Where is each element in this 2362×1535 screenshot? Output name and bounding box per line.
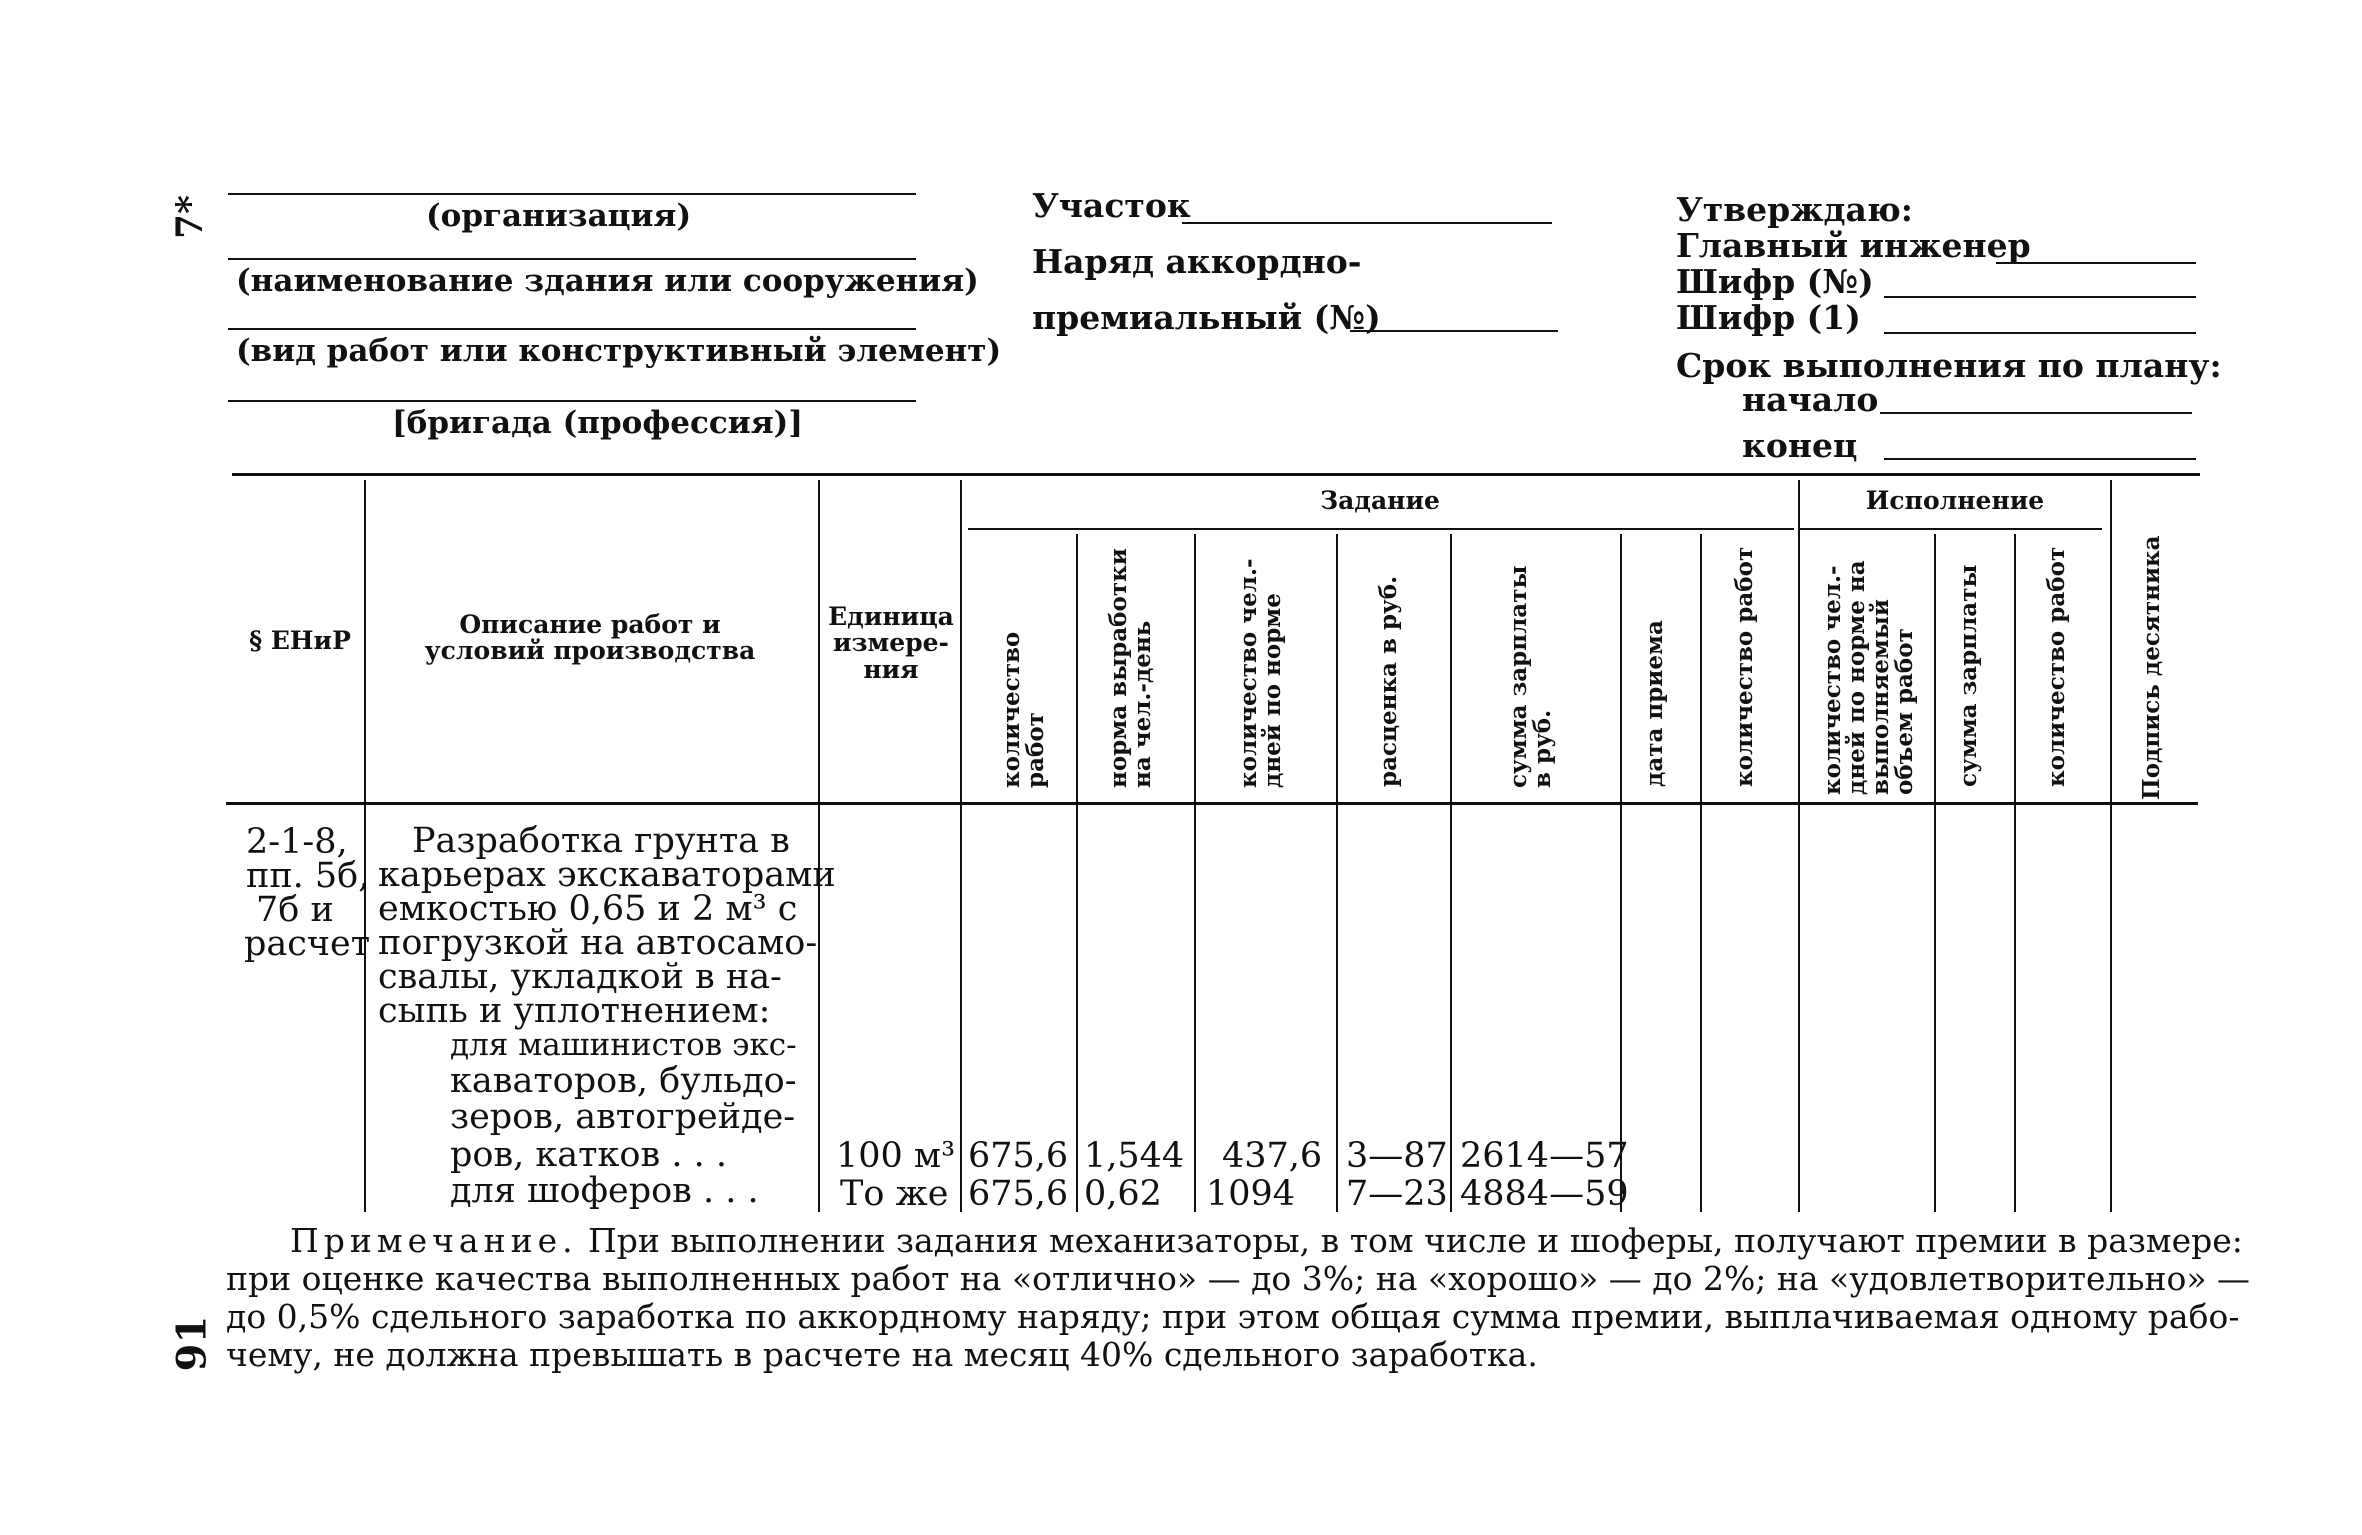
description-line: для шоферов . . . bbox=[450, 1171, 759, 1211]
end-label: конец bbox=[1742, 426, 1858, 465]
row1-man-days: 437,6 bbox=[1222, 1136, 1323, 1176]
description-line: ров, катков . . . bbox=[450, 1135, 727, 1175]
header-exec-qty2: количество работ bbox=[2043, 546, 2070, 787]
col-line-8 bbox=[1620, 534, 1622, 1212]
code1-line bbox=[1884, 296, 2196, 298]
row2-man-days: 1094 bbox=[1206, 1174, 1296, 1214]
worktype-label: (вид работ или конструктивный элемент) bbox=[236, 333, 1002, 369]
row2-rate: 7—23 bbox=[1346, 1174, 1448, 1214]
description-line: карьерах экскаваторами bbox=[378, 855, 836, 895]
order-label-2: премиальный (№) bbox=[1032, 298, 1381, 337]
row2-wage: 4884—59 bbox=[1460, 1174, 1629, 1214]
chief-engineer-label: Главный инженер bbox=[1676, 226, 2031, 265]
order-line bbox=[1350, 330, 1558, 332]
col-line-2 bbox=[818, 480, 820, 1212]
col-line-9 bbox=[1700, 534, 1702, 1212]
description-line: погрузкой на автосамо- bbox=[378, 923, 818, 963]
col-line-1 bbox=[364, 480, 366, 1212]
header-norm: норма выработки на чел.-день bbox=[1105, 548, 1157, 788]
col-line-12 bbox=[2014, 534, 2016, 1212]
header-rate: расценка в руб. bbox=[1375, 575, 1402, 787]
col-line-3 bbox=[960, 480, 962, 1212]
header-task-qty: количество работ bbox=[998, 631, 1050, 788]
description-line: свалы, укладкой в на- bbox=[378, 957, 782, 997]
approve-label: Утверждаю: bbox=[1676, 190, 1913, 229]
start-label: начало bbox=[1742, 380, 1879, 419]
table-header-bottom-line bbox=[226, 802, 2198, 805]
code2-line bbox=[1884, 332, 2196, 334]
description-line: для машинистов экс- bbox=[450, 1027, 797, 1063]
header-accept-date: дата приема bbox=[1641, 620, 1668, 787]
row1-unit: 100 м³ bbox=[836, 1136, 956, 1176]
header-wage-sum: сумма зарплаты в руб. bbox=[1505, 565, 1557, 788]
col-line-11 bbox=[1934, 534, 1936, 1212]
col-line-7 bbox=[1450, 534, 1452, 1212]
row2-qty: 675,6 bbox=[968, 1174, 1069, 1214]
header-exec-wage: сумма зарплаты bbox=[1955, 564, 1982, 787]
row2-norm: 0,62 bbox=[1084, 1174, 1162, 1214]
execution-group-line bbox=[1800, 528, 2102, 530]
section-line bbox=[1182, 222, 1552, 224]
header-task-group: Задание bbox=[1320, 486, 1440, 515]
brigade-label: [бригада (профессия)] bbox=[392, 405, 804, 441]
code2-label: Шифр (1) bbox=[1676, 298, 1861, 337]
enir-ref-1: 2-1-8, bbox=[246, 822, 348, 862]
organization-label: (организация) bbox=[426, 198, 692, 234]
start-line bbox=[1880, 412, 2192, 414]
note-line-3: до 0,5% сдельного заработка по аккордному наряду; при этом общая сумма премии, выплачиваемая одному рабо- bbox=[226, 1297, 2240, 1336]
header-exec-man-days: количество чел.-дней по норме на выполняемый объем работ bbox=[1819, 560, 1919, 795]
row1-qty: 675,6 bbox=[968, 1136, 1069, 1176]
end-line bbox=[1884, 458, 2196, 460]
org-line bbox=[228, 193, 916, 195]
col-line-13 bbox=[2110, 480, 2112, 1212]
page-number: 91 bbox=[168, 1315, 216, 1372]
enir-ref-4: расчет bbox=[244, 924, 371, 964]
task-group-line bbox=[968, 528, 1794, 530]
col-line-6 bbox=[1336, 534, 1338, 1212]
deadline-label: Срок выполнения по плану: bbox=[1676, 346, 2222, 385]
table-top-line bbox=[232, 473, 2200, 476]
enir-ref-3: 7б и bbox=[256, 890, 334, 930]
header-execution-group: Исполнение bbox=[1865, 486, 2045, 515]
margin-mark: 7* bbox=[168, 195, 211, 239]
description-line: зеров, автогрейде- bbox=[450, 1097, 796, 1137]
header-description: Описание работ и условий производства bbox=[424, 610, 756, 666]
description-line: емкостью 0,65 и 2 м³ с bbox=[378, 889, 798, 929]
order-label-1: Наряд аккордно- bbox=[1032, 242, 1362, 281]
header-exec-qty: количество работ bbox=[1731, 546, 1758, 787]
header-unit: Единица измере-ния bbox=[828, 602, 954, 684]
building-line bbox=[228, 258, 916, 260]
row1-rate: 3—87 bbox=[1346, 1136, 1448, 1176]
code1-label: Шифр (№) bbox=[1676, 262, 1874, 301]
description-line: каваторов, бульдо- bbox=[450, 1061, 797, 1101]
row1-norm: 1,544 bbox=[1084, 1136, 1185, 1176]
note-title: Примечание. bbox=[290, 1221, 578, 1260]
enir-ref-2: пп. 5б, bbox=[246, 856, 370, 896]
col-line-5 bbox=[1194, 534, 1196, 1212]
header-enir: § ЕНиР bbox=[249, 626, 351, 655]
building-label: (наименование здания или сооружения) bbox=[236, 263, 979, 299]
row1-wage: 2614—57 bbox=[1460, 1136, 1629, 1176]
brigade-line bbox=[228, 400, 916, 402]
chief-engineer-line bbox=[1996, 262, 2196, 264]
description-line: сыпь и уплотнением: bbox=[378, 991, 771, 1031]
note-line-1: При выполнении задания механизаторы, в том числе и шоферы, получают премии в размере: bbox=[588, 1221, 2243, 1260]
col-line-4 bbox=[1076, 534, 1078, 1212]
section-label: Участок bbox=[1032, 186, 1191, 225]
note-line-4: чему, не должна превышать в расчете на месяц 40% сдельного заработка. bbox=[226, 1335, 1538, 1374]
worktype-line bbox=[228, 328, 916, 330]
col-line-10 bbox=[1798, 480, 1800, 1212]
header-foreman-sign: Подпись десятника bbox=[2138, 535, 2165, 800]
description-line: Разработка грунта в bbox=[412, 821, 790, 861]
note-line-2: при оценке качества выполненных работ на «отлично» — до 3%; на «хорошо» — до 2%; на «удовлетворительно» — bbox=[226, 1259, 2251, 1298]
row2-unit: То же bbox=[840, 1174, 949, 1214]
header-man-days: количество чел.-дней по норме bbox=[1235, 558, 1287, 788]
